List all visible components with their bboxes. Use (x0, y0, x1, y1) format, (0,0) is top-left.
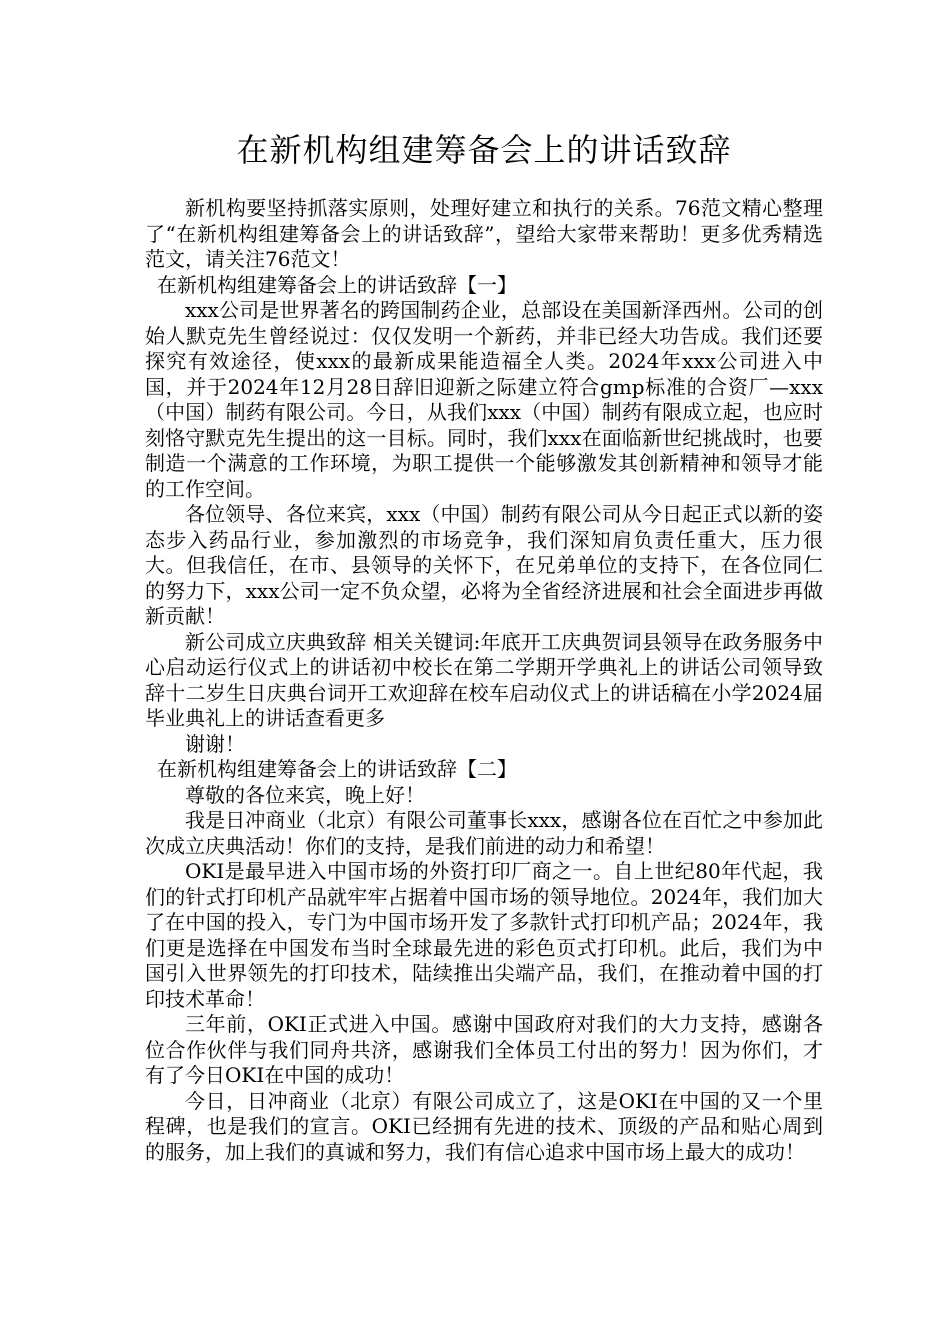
paragraph-thanks: 谢谢！ (185, 731, 245, 756)
document-title: 在新机构组建筹备会上的讲话致辞 (236, 131, 732, 169)
paragraph: 我是日冲商业（北京）有限公司董事长xxx，感谢各位在百忙之中参加此次成立庆典活动！你们的支持，是我们前进的动力和希望！ (145, 808, 823, 858)
paragraph-keywords: 新公司成立庆典致辞 相关关键词:年底开工庆典贺词县领导在政务服务中心启动运行仪式上的讲话初中校长在第二学期开学典礼上的讲话公司领导致辞十二岁生日庆典台词开工欢迎辞在校车启动仪式上的讲话稿在小学2024届毕业典礼上的讲话查看更多 (145, 629, 823, 730)
document-page (145, 128, 823, 1165)
paragraph-intro: 新机构要坚持抓落实原则，处理好建立和执行的关系。76范文精心整理了“在新机构组建筹备会上的讲话致辞”，望给大家带来帮助！更多优秀精选范文，请关注76范文！ (145, 196, 823, 271)
paragraph: 三年前，OKI正式进入中国。感谢中国政府对我们的大力支持，感谢各位合作伙伴与我们同舟共济，感谢我们全体员工付出的努力！因为你们，才有了今日OKI在中国的成功！ (145, 1012, 823, 1087)
paragraph: 各位领导、各位来宾，xxx（中国）制药有限公司从今日起正式以新的姿态步入药品行业，参加激烈的市场竞争，我们深知肩负责任重大，压力很大。但我信任，在市、县领导的关怀下，在兄弟单位的支持下，在各位同仁的努力下，xxx公司一定不负众望，必将为全省经济进展和社会全面进步再做新贡献！ (145, 502, 823, 628)
paragraph-greeting: 尊敬的各位来宾，晚上好！ (185, 782, 425, 807)
paragraph: OKI是最早进入中国市场的外资打印厂商之一。自上世纪80年代起，我们的针式打印机产品就牢牢占据着中国市场的领导地位。2024年，我们加大了在中国的投入，专门为中国市场开发了多款针式打印机产品；2024年，我们更是选择在中国发布当时全球最先进的彩色页式打印机。此后，我们为中国引入世界领先的打印技术，陆续推出尖端产品，我们，在推动着中国的打印技术革命！ (145, 859, 823, 1011)
section-heading-one: 在新机构组建筹备会上的讲话致辞【一】 (157, 272, 517, 297)
paragraph: 今日，日冲商业（北京）有限公司成立了，这是OKI在中国的又一个里程碑，也是我们的宣言。OKI已经拥有先进的技术、顶级的产品和贴心周到的服务，加上我们的真诚和努力，我们有信心追求中国市场上最大的成功！ (145, 1088, 823, 1164)
section-heading-two: 在新机构组建筹备会上的讲话致辞【二】 (157, 757, 517, 781)
document-body (145, 196, 823, 1165)
paragraph: xxx公司是世界著名的跨国制药企业，总部设在美国新泽西州。公司的创始人默克先生曾经说过：仅仅发明一个新药，并非已经大功告成。我们还要探究有效途径，使xxx的最新成果能造福全人类。2024年xxx公司进入中国，并于2024年12月28日辞旧迎新之际建立符合gmp标准的合资厂—xxx（中国）制药有限公司。今日，从我们xxx（中国）制药有限成立起，也应时刻恪守默克先生提出的这一目标。同时，我们xxx在面临新世纪挑战时，也要制造一个满意的工作环境，为职工提供一个能够激发其创新精神和领导才能的工作空间。 (145, 298, 823, 501)
